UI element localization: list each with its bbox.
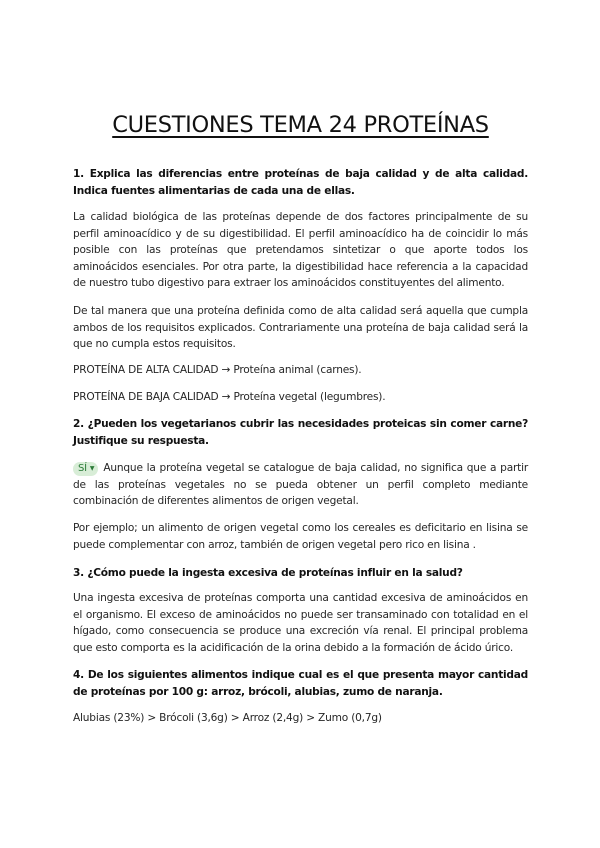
question-1: 1. Explica las diferencias entre proteínas de baja calidad y de alta calidad. Indica fuentes alimentarias de cada una de ellas. xyxy=(73,168,528,197)
question-3: 3. ¿Cómo puede la ingesta excesiva de proteínas influir en la salud? xyxy=(73,567,463,579)
answer-3-paragraph-1: Una ingesta excesiva de proteínas comporta una cantidad excesiva de aminoácidos en el organismo. El exceso de aminoácidos no puede ser transaminado con totalidad en el hígado, como consecuencia se produce una excreción vía renal. El principal problema que esto comporta es la acidificación de la orina debido a la formación de ácido úrico. xyxy=(73,592,528,654)
document-title: CUESTIONES TEMA 24 PROTEÍNAS xyxy=(112,112,489,138)
question-2: 2. ¿Pueden los vegetarianos cubrir las necesidades proteicas sin comer carne? Justifique su respuesta. xyxy=(73,418,528,447)
answer-2-paragraph-2: Por ejemplo; un alimento de origen vegetal como los cereales es deficitario en lisina se puede complementar con arroz, también de origen vegetal pero rico en lisina . xyxy=(73,522,528,551)
answer-1-paragraph-1: La calidad biológica de las proteínas depende de dos factores principalmente de su perfil aminoacídico y de su digestibilidad. El perfil aminoacídico ha de coincidir lo más posible con las proteínas que pretendamos sintetizar o que aporte todos los aminoácidos esenciales. Por otra parte, la digestibilidad hace referencia a la capacidad de nuestro tubo digestivo para extraer los aminoácidos constituyentes del alimento. xyxy=(73,211,528,290)
answer-2-text: Aunque la proteína vegetal se catalogue de baja calidad, no significa que a partir de las proteínas vegetales no se pueda obtener un perfil completo mediante combinación de diferentes alimentos de origen vegetal. xyxy=(73,462,528,508)
question-4: 4. De los siguientes alimentos indique cual es el que presenta mayor cantidad de proteínas por 100 g: arroz, brócoli, alubias, zumo de naranja. xyxy=(73,669,528,698)
answer-1-high-quality: PROTEÍNA DE ALTA CALIDAD → Proteína animal (carnes). xyxy=(73,364,362,376)
answer-2-paragraph-1 xyxy=(73,460,528,510)
chip-label: SÍ xyxy=(78,463,87,474)
answer-4-ranking: Alubias (23%) > Brócoli (3,6g) > Arroz (2,4g) > Zumo (0,7g) xyxy=(73,712,382,724)
chevron-down-icon: ▼ xyxy=(89,465,95,472)
answer-1-low-quality: PROTEÍNA DE BAJA CALIDAD → Proteína vegetal (legumbres). xyxy=(73,391,386,403)
answer-dropdown-chip[interactable] xyxy=(73,462,98,476)
answer-1-paragraph-2: De tal manera que una proteína definida como de alta calidad será aquella que cumpla ambos de los requisitos explicados. Contrariamente una proteína de baja calidad será la que no cumpla estos requisitos. xyxy=(73,305,528,351)
